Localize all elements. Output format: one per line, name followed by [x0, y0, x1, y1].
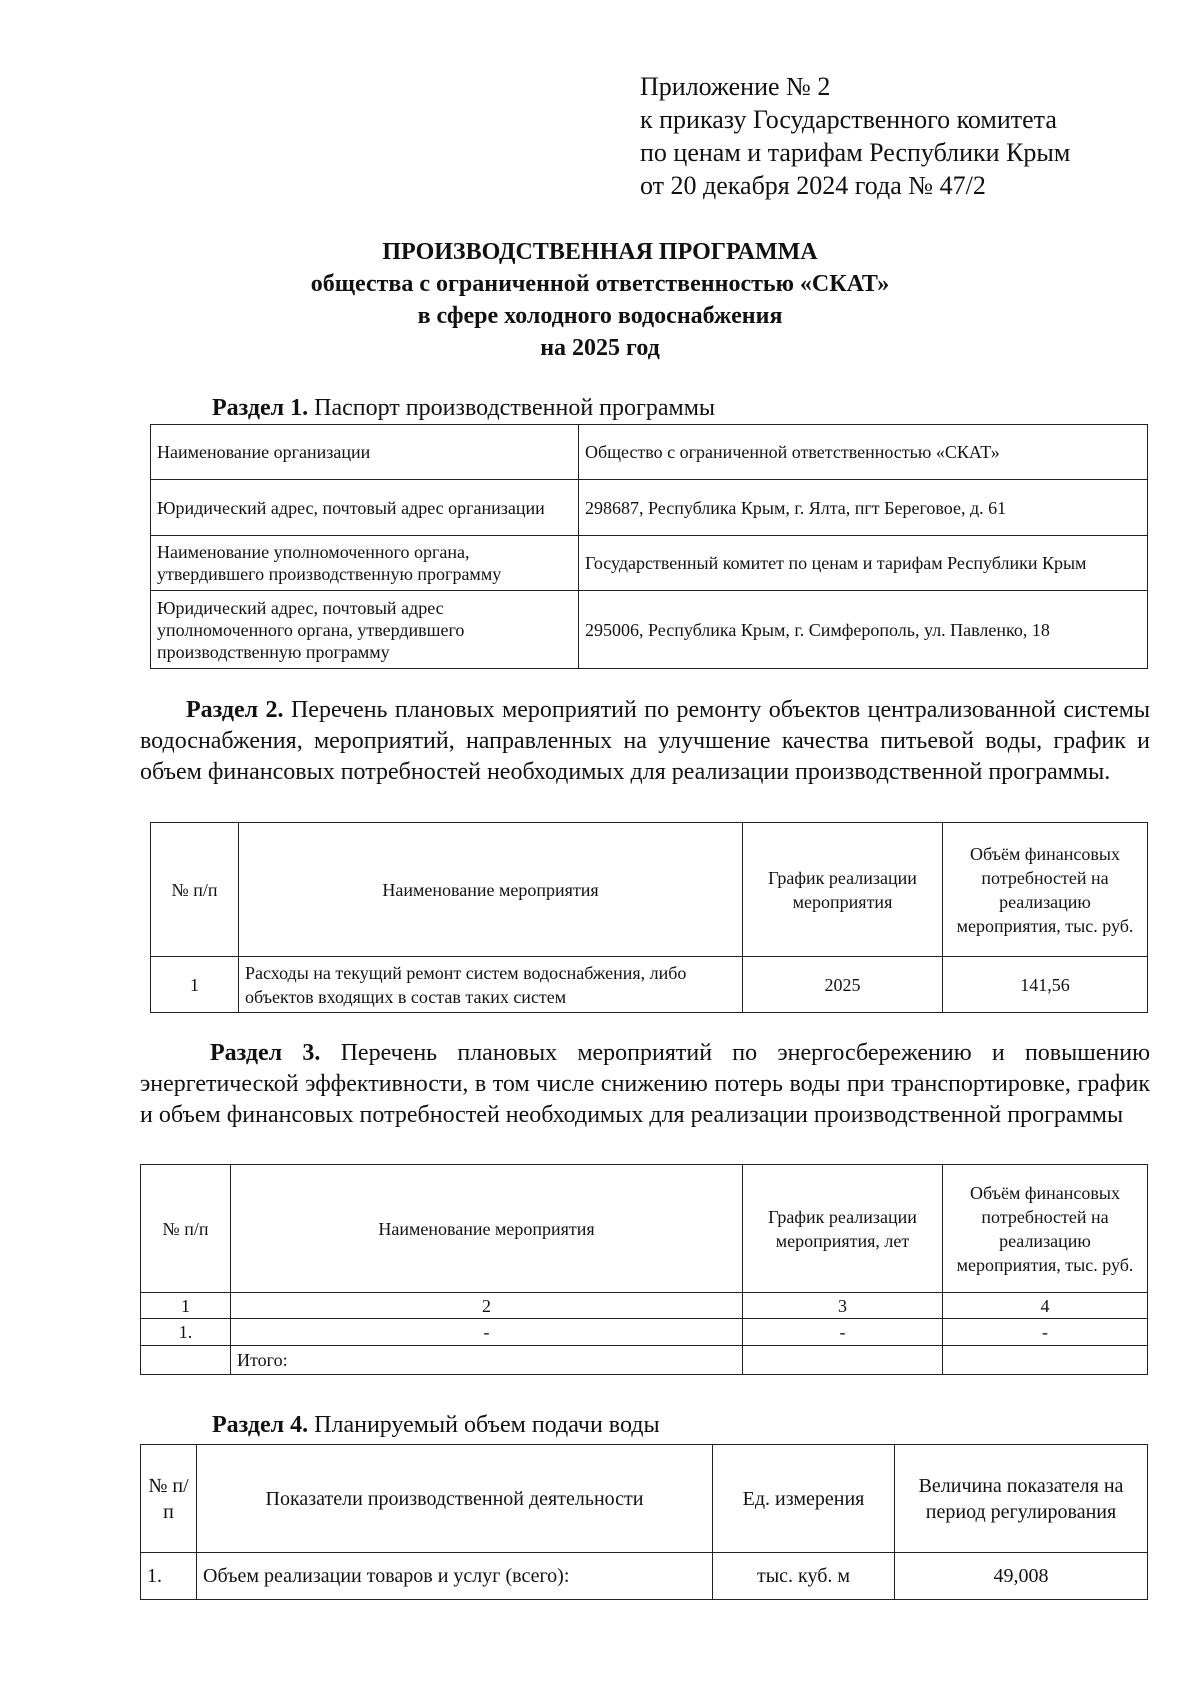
- row-indicator: Объем реализации товаров и услуг (всего):: [197, 1553, 713, 1600]
- appendix-committee: по ценам и тарифам Республики Крым: [640, 138, 1071, 167]
- header-name: Наименование мероприятия: [239, 823, 743, 957]
- section3-text: Перечень плановых мероприятий по энергосбережению и повышению энергетической эффективности, в том числе снижению потерь воды при транспортировке, график и объем финансовых потребностей необходимых для реализации производственной программы: [140, 1040, 1151, 1128]
- section1-title: Паспорт производственной программы: [314, 395, 716, 421]
- total-empty-cell: [743, 1346, 943, 1375]
- header-name: Наименование мероприятия: [231, 1165, 743, 1293]
- table-header-row: [141, 1445, 1148, 1553]
- col-number: 4: [943, 1293, 1148, 1319]
- header-number: № п/п: [151, 823, 239, 957]
- passport-value: Государственный комитет по ценам и тарифам Республики Крым: [579, 536, 1148, 591]
- table-row: [151, 957, 1148, 1013]
- table-row: [151, 591, 1148, 669]
- header-schedule: График реализации мероприятия: [743, 823, 943, 957]
- passport-table: [150, 424, 1148, 669]
- section2-label: Раздел 2.: [186, 697, 284, 723]
- row-amount: 141,56: [943, 957, 1148, 1013]
- header-number: № п/п: [141, 1165, 231, 1293]
- passport-key: Наименование уполномоченного органа, утвердившего производственную программу: [151, 536, 579, 591]
- table-row: [151, 536, 1148, 591]
- section1-heading: [212, 393, 715, 423]
- row-schedule: -: [743, 1319, 943, 1346]
- header-amount: Объём финансовых потребностей на реализацию мероприятия, тыс. руб.: [943, 823, 1148, 957]
- header-indicator: Показатели производственной деятельности: [197, 1445, 713, 1553]
- row-amount: -: [943, 1319, 1148, 1346]
- total-label: Итого:: [231, 1346, 743, 1375]
- table-row: [151, 425, 1148, 480]
- section2-table: [150, 822, 1148, 1013]
- appendix-header: [640, 70, 1070, 202]
- header-number: № п/п: [141, 1445, 197, 1553]
- col-number: 2: [231, 1293, 743, 1319]
- header-unit: Ед. измерения: [713, 1445, 895, 1553]
- row-value: 49,008: [895, 1553, 1148, 1600]
- row-number: 1.: [141, 1319, 231, 1346]
- table-header-row: [141, 1165, 1148, 1293]
- table-row: [141, 1553, 1148, 1600]
- section4-heading: [212, 1410, 660, 1440]
- column-numbers-row: [141, 1293, 1148, 1319]
- section3-table: [140, 1164, 1148, 1375]
- row-name: Расходы на текущий ремонт систем водоснабжения, либо объектов входящих в состав таких систем: [239, 957, 743, 1013]
- appendix-number: Приложение № 2: [640, 72, 831, 101]
- passport-value: Общество с ограниченной ответственностью «СКАТ»: [579, 425, 1148, 480]
- appendix-date: от 20 декабря 2024 года № 47/2: [640, 171, 986, 200]
- col-number: 1: [141, 1293, 231, 1319]
- header-amount: Объём финансовых потребностей на реализацию мероприятия, тыс. руб.: [943, 1165, 1148, 1293]
- title-line-2: общества с ограниченной ответственностью «СКАТ»: [310, 271, 890, 297]
- table-header-row: [151, 823, 1148, 957]
- section2-paragraph: [140, 695, 1150, 788]
- section4-label: Раздел 4.: [212, 1412, 309, 1438]
- section3-label: Раздел 3.: [210, 1040, 321, 1066]
- total-row: [141, 1346, 1148, 1375]
- section4-title: Планируемый объем подачи воды: [314, 1412, 660, 1438]
- appendix-order-ref: к приказу Государственного комитета: [640, 105, 1057, 134]
- row-unit: тыс. куб. м: [713, 1553, 895, 1600]
- section3-paragraph: [140, 1038, 1150, 1131]
- section2-text: Перечень плановых мероприятий по ремонту объектов централизованной системы водоснабжения, мероприятий, направленных на улучшение качества питьевой воды, график и объем финансовых потребностей необходимых для реализации производственной программы.: [140, 697, 1151, 785]
- col-number: 3: [743, 1293, 943, 1319]
- title-line-1: ПРОИЗВОДСТВЕННАЯ ПРОГРАММА: [382, 239, 818, 265]
- table-row: [141, 1319, 1148, 1346]
- total-empty-cell: [943, 1346, 1148, 1375]
- row-number: 1: [151, 957, 239, 1013]
- title-line-3: в сфере холодного водоснабжения: [417, 303, 783, 329]
- total-empty-cell: [141, 1346, 231, 1375]
- section1-label: Раздел 1.: [212, 395, 309, 421]
- table-row: [151, 480, 1148, 536]
- header-schedule: График реализации мероприятия, лет: [743, 1165, 943, 1293]
- row-schedule: 2025: [743, 957, 943, 1013]
- header-value: Величина показателя на период регулирования: [895, 1445, 1148, 1553]
- passport-key: Наименование организации: [151, 425, 579, 480]
- title-line-4: на 2025 год: [540, 335, 660, 361]
- document-title: [0, 236, 1200, 364]
- row-name: -: [231, 1319, 743, 1346]
- passport-value: 295006, Республика Крым, г. Симферополь, ул. Павленко, 18: [579, 591, 1148, 669]
- passport-value: 298687, Республика Крым, г. Ялта, пгт Береговое, д. 61: [579, 480, 1148, 536]
- row-number: 1.: [141, 1553, 197, 1600]
- passport-key: Юридический адрес, почтовый адрес уполномоченного органа, утвердившего производственную программу: [151, 591, 579, 669]
- section4-table: [140, 1444, 1148, 1600]
- passport-key: Юридический адрес, почтовый адрес организации: [151, 480, 579, 536]
